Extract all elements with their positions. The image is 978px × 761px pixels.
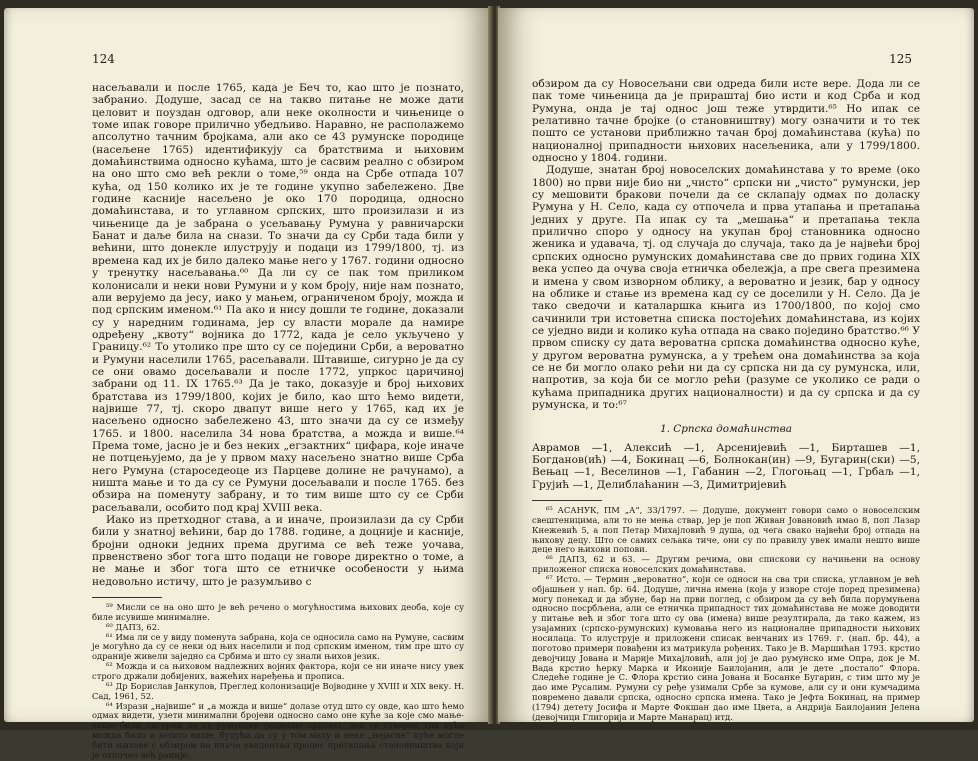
footnote-65: ⁶⁵ АСАНУК, ПМ „А“, 33/1797. — Додуше, документ говори само о новоселским свештеницима, али то не мења ствар, јер је поп Живан Јовановић имао 8, поп Лазар Кнежевић 5, а поп Петар Михајловић 9 душа, од чега свако највећи број отпада на њихову децу. Што се самих сељака тиче, они су по правилу увек имали нешто више деце него њихови попови. [532, 505, 920, 555]
footnote-64: ⁶⁴ Изрази „највише“ и „а можда и више“ долазе отуд што су овде, као што ћемо одмах видети, узети минимални бројеви односно само оне куће за које смо мање-више били сигурни да су румунске (односно српске), док се стварно тих кућа можда било и нешто више, будући да су у том маху и неке „нејасне“ куће могле бити њихове с обзиром на иначе евидентан процес претапања становништва који је отпочео већ раније. [92, 700, 464, 760]
footnote-rule-right [532, 500, 602, 501]
page-number-left: 124 [92, 52, 115, 66]
footnote-rule-left [92, 597, 162, 598]
footnote-61: ⁶¹ Има ли се у виду поменута забрана, која се односила само на Румуне, сасвим је могућно да су се неки од њих населили и под српским именом, тим пре што су одраније живели заједно са Србима и што су знали њихов језик. [92, 631, 464, 662]
left-page [4, 8, 490, 760]
household-list: Аврамов —1, Алексић —1, Арсенијевић —1, Бирташев —1, Богданов(ић) —4, Бокинац —6, Болнокан(ин) —9, Бугарин(ски) —5, Вењац —1, Веселинов —1, Габанин —2, Глогоњац —1, Грбаљ —1, Грујић —1, Делиблаћанин —3, Димитријевић [532, 441, 920, 491]
right-paragraph-1: обзиром да су Новосељани сви одреда били исте вере. Дода ли се пак томе чињеница да је прираштај био исти и код Срба и код Румуна, онда је тај однос још теже утврдити.⁶⁵ Но ипак се релативно тачне бројке (о становништву) могу означити и то тек пошто се установи приближно тачан број домаћинстава (кућа) по националној припадности њихових насељеника, али у 1799/1800. односно у 1804. години. [532, 78, 920, 165]
right-paragraph-2: Додуше, знатан број новоселских домаћинстава у то време (око 1800) но први није био ни „чисто“ српски ни „чисто“ румунски, јер су мешовити бракови почели да се склапају одмах по доласку Румуна у Н. Село, када су отпочела и прва утапања и претапања једних у друге. Па ипак су та „мешања“ и претапања текла прилично споро у односу на укупан број становника односно женика и удавача, тј. од случаја до случаја, тако да је највећи број српских односно румунских домаћинстава све до првих година XIX века успео да очува своја етничка обележја, а пре свега презимена и имена у свом изворном облику, а вероватно и језик, бар у односу на облике и стање из времена кад су се доселили у Н. Село. Да је тако сведочи и каталаршка књига из 1700/1800, по којој смо сачинили три истоветна списка постојећих домаћинстава, из којих се уједно види и колико кућа отпада на свако поједино братство.⁶⁶ У првом списку су дата вероватна српска домаћинства односно куће, у другом вероватна румунска, а у трећем она домаћинства за која се не би могло олако рећи ни да су српска ни да су румунска, или, напротив, за која би се могло рећи (разуме се уколико се ради о кућама припадника других националности) и да су српска и да су румунска, и то:⁶⁷ [532, 164, 920, 411]
footnote-59: ⁵⁹ Мисли се на оно што је већ речено о могућностима њихових деоба, које су биле исувише минималне. [92, 602, 464, 622]
left-page-body [92, 82, 464, 761]
page-number-right: 125 [889, 52, 912, 66]
left-paragraph-2: Иако из претходног става, а и иначе, произилази да су Срби били у знатној већини, бар до 1788. године, а доцније и касније, бројни одноки једних према другима се већ теже уочава, првенствено због тога што подаци не говоре директно о томе, а не мање и због тога што се етничке особености у њима недовољно истичу, што је разумљиво с [92, 514, 464, 588]
left-footnotes [92, 603, 464, 761]
footnote-60: ⁶⁰ ДАПЗ, 62. [106, 621, 160, 632]
left-paragraph-1: насељавали и после 1765, када је Беч то, као што је познато, забранио. Додуше, засад се на такво питање не може дати целовит и поуздан одговор, али неке околности и чињенице о томе ипак говоре прилично убедљиво. Наравно, не располажемо апсолутно тачним бројкама, али ако се 43 румунске породице (насељене 1765) идентификују са братствима и њиховим домаћинствима односно кућама, што је сасвим реално с обзиром на оно што смо већ рекли о томе,⁵⁹ онда на Србе отпада 107 кућа, од 150 колико их је те године укупно забележено. Две године касније насељено је око 170 породица, односно домаћинстава, и то углавном српских, што произилази и из чињенице да је забрана о усељавању Румуна у равничарски Банат и даље била на снази. То значи да су Срби тада били у већини, што донекле илуструју и подаци из 1799/1800, тј. из времена кад их је било далеко мање него у 1767. години односно у тренутку насељавања.⁶⁰ Да ли су се пак том приликом колонисали и неки нови Румуни и у ком броју, није нам познато, али верујемо да јесу, иако у мањем, ограниченом броју, можда и под српским именом.⁶¹ Па ако и нису дошли те године, доказали су у наредним годинама, јер су власти морале да намире одређену „квоту“ војника до 1772, када је село укључено у Границу.⁶² То утолико пре што су се поједини Срби, а вероватно и Румуни населили 1765, расељавали. Штавише, сигурно је да су се они овамо досељавали и после 1772, упркос царичиној забрани од 11. IX 1765.⁶³ Да је тако, доказује и број њихових братстава из 1799/1800, којих је било, као што ћемо видети, највише 77, тј. скоро двапут више него у 1765, кад их је насељено односно забележено 43, што значи да су се између 1765. и 1800. населила 34 нова братства, а можда и више.⁶⁴ Према томе, јасно је и без неких „егзактних“ цифара, које иначе не потцењујемо, да је у првом маху насељено знатно више Срба него Румуна (староседеоце из Парцеве долине не рачунамо), а ништа мање и то да су се Румуни досељавали и после 1765. без обзира на поменуту забрану, и то тим више што су се Срби расељавали, особито под крај XVIII века. [92, 82, 464, 514]
right-page-body [532, 78, 920, 723]
footnote-66: ⁶⁶ ДАПЗ, 62 и 63. — Другим речима, ови спискови су начињени на основу приложеног списка новоселских домаћинстава. [532, 554, 920, 575]
footnote-62: ⁶² Можда и са њиховом надлежних војних фактора, који се ни иначе нису увек строго држали добијених, важећих наређења и прописа. [92, 661, 464, 681]
footnote-63: ⁶³ Др Борислав Јанкулов, Преглед колонизације Војводине у XVIII и XIX веку. Н. Сад, 1961, 52. [92, 680, 464, 701]
footnote-67: ⁶⁷ Исто. — Термин „вероватно“, који се односи на сва три списка, углавном је већ објашњен у нап. бр. 64. Додуше, лична имена (која у изворе стоје поред презимена) могу понекад и да збуне, бар на први поглед, с обзиром да су већ била порумуњена односно посрбљена, али се етничка припадност тих домаћинстава не може доводити у питање већ и због тога што су ова (имена) више резултирала, да тако кажем, из узајамних (српско-румунских) кумовања него из националне припадности њихових носилаца. То илуструје и приложени списак венчаних из 1769. г. (нап. бр. 44), а поготово примери повађени из матрикула рођених. Тако је В. Маршићан 1793. крстио девојчицу Јована и Марије Михајловић, али јој је дао румунско име Опра, док је М. Вада крстио ћерку Марка и Иконије Баилојанин, али је дете „постало“ Флора. Следеће године је С. Флора крстио сина Јована и Босанке Бугарин, с тим што му је дао име Русалим. Румуни су ређе узимали Србе за кумове, али су и они кумчадима повремено давали српска, односно српска имена. Тако је Јефта Бокинац, на пример (1794) детету Јосифа и Марте Фокшан дао име Цвета, а Андрија Баилојанин Јелена (девојчици Глигорија и Марте Манарац) итд. [532, 573, 920, 722]
right-footnotes [532, 506, 920, 723]
section-title: 1. Српска домаћинства [660, 423, 792, 436]
right-page [498, 8, 974, 722]
